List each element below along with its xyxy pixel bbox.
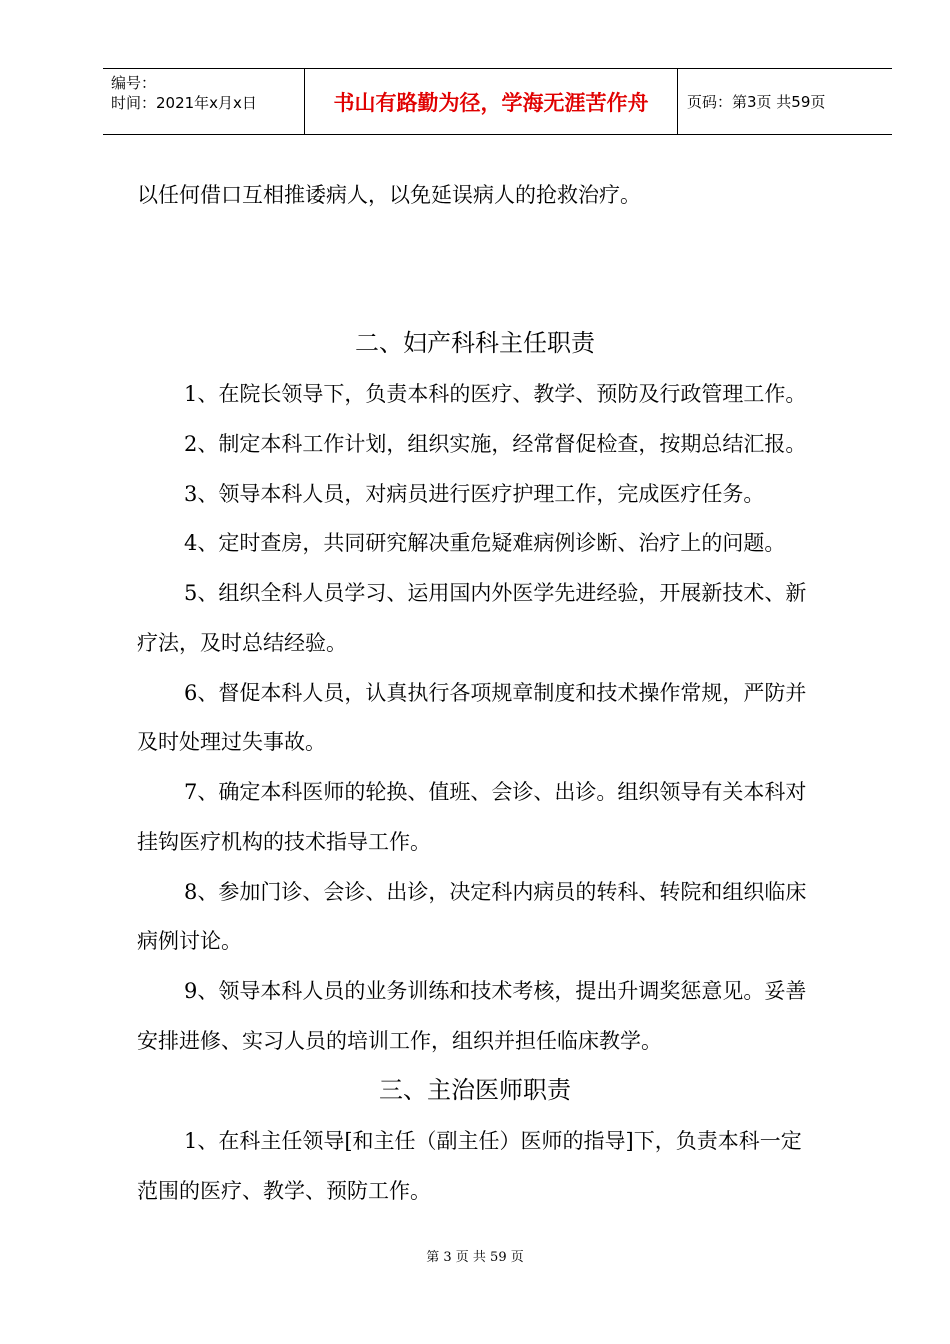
paragraph-line: 疗法，及时总结经验。 [137, 631, 347, 655]
paragraph-line: 9、领导本科人员的业务训练和技术考核，提出升调奖惩意见。妥善 [184, 979, 807, 1003]
header-motto: 书山有路勤为径，学海无涯苦作舟 [304, 69, 678, 134]
paragraph-line: 2、制定本科工作计划，组织实施，经常督促检查，按期总结汇报。 [184, 432, 807, 456]
paragraph-line: 1、在院长领导下，负责本科的医疗、教学、预防及行政管理工作。 [184, 382, 807, 406]
paragraph-line: 6、督促本科人员，认真执行各项规章制度和技术操作常规，严防并 [184, 681, 807, 705]
intro-line: 以任何借口互相推诿病人，以免延误病人的抢救治疗。 [137, 183, 641, 207]
paragraph-line: 安排进修、实习人员的培训工作，组织并担任临床教学。 [137, 1029, 662, 1053]
time-label: 时间：2021年x月x日 [111, 94, 257, 112]
header-meta [103, 69, 304, 134]
number-label: 编号： [111, 74, 157, 92]
paragraph-line: 3、领导本科人员，对病员进行医疗护理工作，完成医疗任务。 [184, 482, 765, 506]
paragraph-line: 8、参加门诊、会诊、出诊，决定科内病员的转科、转院和组织临床 [184, 880, 807, 904]
header-page-info: 页码：第3页 共59页 [687, 93, 826, 111]
page-footer: 第 3 页 共 59 页 [426, 1250, 524, 1265]
paragraph-line: 7、确定本科医师的轮换、值班、会诊、出诊。组织领导有关本科对 [184, 780, 807, 804]
paragraph-line: 1、在科主任领导[和主任（副主任）医师的指导]下，负责本科一定 [184, 1129, 802, 1153]
paragraph-line: 5、组织全科人员学习、运用国内外医学先进经验，开展新技术、新 [184, 581, 807, 605]
paragraph-line: 及时处理过失事故。 [137, 730, 326, 754]
paragraph-line: 4、定时查房，共同研究解决重危疑难病例诊断、治疗上的问题。 [184, 531, 786, 555]
section-2-title: 二、妇产科科主任职责 [355, 329, 595, 357]
paragraph-line: 挂钩医疗机构的技术指导工作。 [137, 830, 431, 854]
document-header [103, 68, 892, 135]
section-3-title: 三、主治医师职责 [379, 1076, 571, 1104]
paragraph-line: 范围的医疗、教学、预防工作。 [137, 1179, 431, 1203]
paragraph-line: 病例讨论。 [137, 929, 242, 953]
